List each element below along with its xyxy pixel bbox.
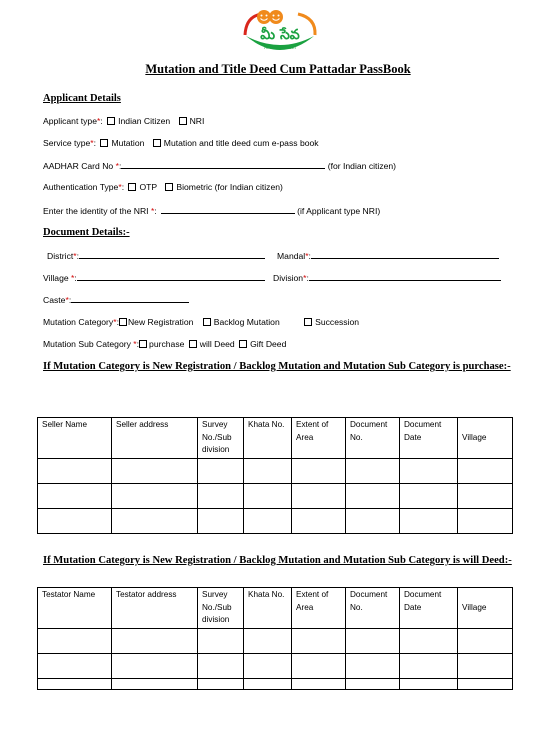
col-testator-address: Testator address — [112, 588, 198, 629]
col-testator-name: Testator Name — [38, 588, 112, 629]
caste-row: Caste*: — [43, 294, 189, 305]
indian-citizen-checkbox[interactable] — [107, 117, 115, 125]
nri-checkbox[interactable] — [179, 117, 187, 125]
table-row — [38, 628, 513, 653]
col-village: Village — [458, 418, 513, 459]
caste-field[interactable] — [71, 294, 189, 303]
table-row — [38, 483, 513, 508]
applicant-type-row: Applicant type*: Indian Citizen NRI — [43, 116, 205, 126]
meeseva-logo — [240, 8, 320, 58]
purchase-section-heading: If Mutation Category is New Registration / Backlog Mutation and Mutation Sub Category is purchase:- — [43, 361, 511, 372]
table-row — [38, 678, 513, 689]
purchase-table — [37, 417, 513, 534]
biometric-label: Biometric (for Indian citizen) — [176, 182, 283, 192]
col-document-no: Document No. — [346, 418, 400, 459]
col-khata-no: Khata No. — [244, 588, 292, 629]
page-title: Mutation and Title Deed Cum Pattadar PassBook — [145, 62, 411, 76]
mutation-category-row: Mutation Category*: New Registration Backlog Mutation Succession — [43, 317, 360, 327]
gift-deed-label: Gift Deed — [250, 339, 287, 349]
aadhar-row: AADHAR Card No *: (for Indian citizen) — [43, 161, 397, 171]
col-survey-no: Survey No./Sub division — [198, 588, 244, 629]
col-extent-of-area: Extent of Area — [292, 418, 346, 459]
succession-label: Succession — [315, 317, 360, 327]
col-khata-no: Khata No. — [244, 418, 292, 459]
biometric-checkbox[interactable] — [165, 183, 173, 191]
otp-checkbox[interactable] — [128, 183, 136, 191]
col-village: Village — [458, 588, 513, 629]
logo-smiley-right — [269, 10, 283, 24]
will-table-header — [38, 588, 513, 629]
nri-identity-note: (if Applicant type NRI) — [297, 206, 381, 216]
succession-checkbox[interactable] — [304, 318, 312, 326]
mutation-label: Mutation — [111, 138, 145, 148]
nri-label: NRI — [189, 116, 205, 126]
purchase-checkbox[interactable] — [139, 340, 147, 348]
col-document-date: Document Date — [400, 588, 458, 629]
purchase-label: purchase — [149, 339, 185, 349]
col-seller-address: Seller address — [112, 418, 198, 459]
mandal-field[interactable] — [311, 250, 499, 259]
document-details-heading: Document Details:- — [43, 227, 130, 238]
col-extent-of-area: Extent of Area — [292, 588, 346, 629]
purchase-table-header — [38, 418, 513, 459]
backlog-mutation-label: Backlog Mutation — [213, 317, 280, 327]
division-field[interactable] — [309, 272, 501, 281]
applicant-details-heading: Applicant Details — [43, 93, 121, 104]
aadhar-field[interactable] — [121, 160, 325, 169]
table-row — [38, 508, 513, 533]
district-row: District*: — [47, 250, 265, 261]
nri-identity-row: Enter the identity of the NRI *: (if Applicant type NRI) — [43, 206, 381, 216]
mutation-checkbox[interactable] — [100, 139, 108, 147]
nri-identity-field[interactable] — [161, 205, 295, 214]
will-deed-label: will Deed — [199, 339, 235, 349]
mutation-sub-category-row: Mutation Sub Category *: purchase will Deed Gift Deed — [43, 339, 287, 349]
backlog-mutation-checkbox[interactable] — [203, 318, 211, 326]
table-row — [38, 653, 513, 678]
mandal-row: Mandal*: — [277, 250, 499, 261]
indian-citizen-label: Indian Citizen — [118, 116, 171, 126]
logo-smiley-left — [257, 10, 271, 24]
village-row: Village *: — [43, 272, 265, 283]
new-registration-label: New Registration — [127, 317, 194, 327]
logo-script-text: మీ సేవ — [260, 27, 300, 43]
col-document-no: Document No. — [346, 588, 400, 629]
mutation-title-deed-checkbox[interactable] — [153, 139, 161, 147]
col-document-date: Document Date — [400, 418, 458, 459]
table-row — [38, 458, 513, 483]
will-deed-table — [37, 587, 513, 690]
service-type-row: Service type*: Mutation Mutation and title deed cum e-pass book — [43, 138, 319, 148]
logo-orange-arc-right — [298, 14, 315, 35]
mutation-title-deed-label: Mutation and title deed cum e-pass book — [163, 138, 319, 148]
will-section-heading: If Mutation Category is New Registration / Backlog Mutation and Mutation Sub Category is will Deed:- — [43, 555, 512, 566]
village-field[interactable] — [77, 272, 265, 281]
gift-deed-checkbox[interactable] — [239, 340, 247, 348]
new-registration-checkbox[interactable] — [119, 318, 127, 326]
col-seller-name: Seller Name — [38, 418, 112, 459]
authentication-type-row: Authentication Type*: OTP Biometric (for Indian citizen) — [43, 182, 283, 192]
col-survey-no: Survey No./Sub division — [198, 418, 244, 459]
otp-label: OTP — [139, 182, 157, 192]
logo-tagline: Andhra Pradesh — [264, 45, 296, 50]
will-deed-checkbox[interactable] — [189, 340, 197, 348]
aadhar-note: (for Indian citizen) — [327, 161, 397, 171]
district-field[interactable] — [79, 250, 265, 259]
division-row: Division*: — [273, 272, 501, 283]
